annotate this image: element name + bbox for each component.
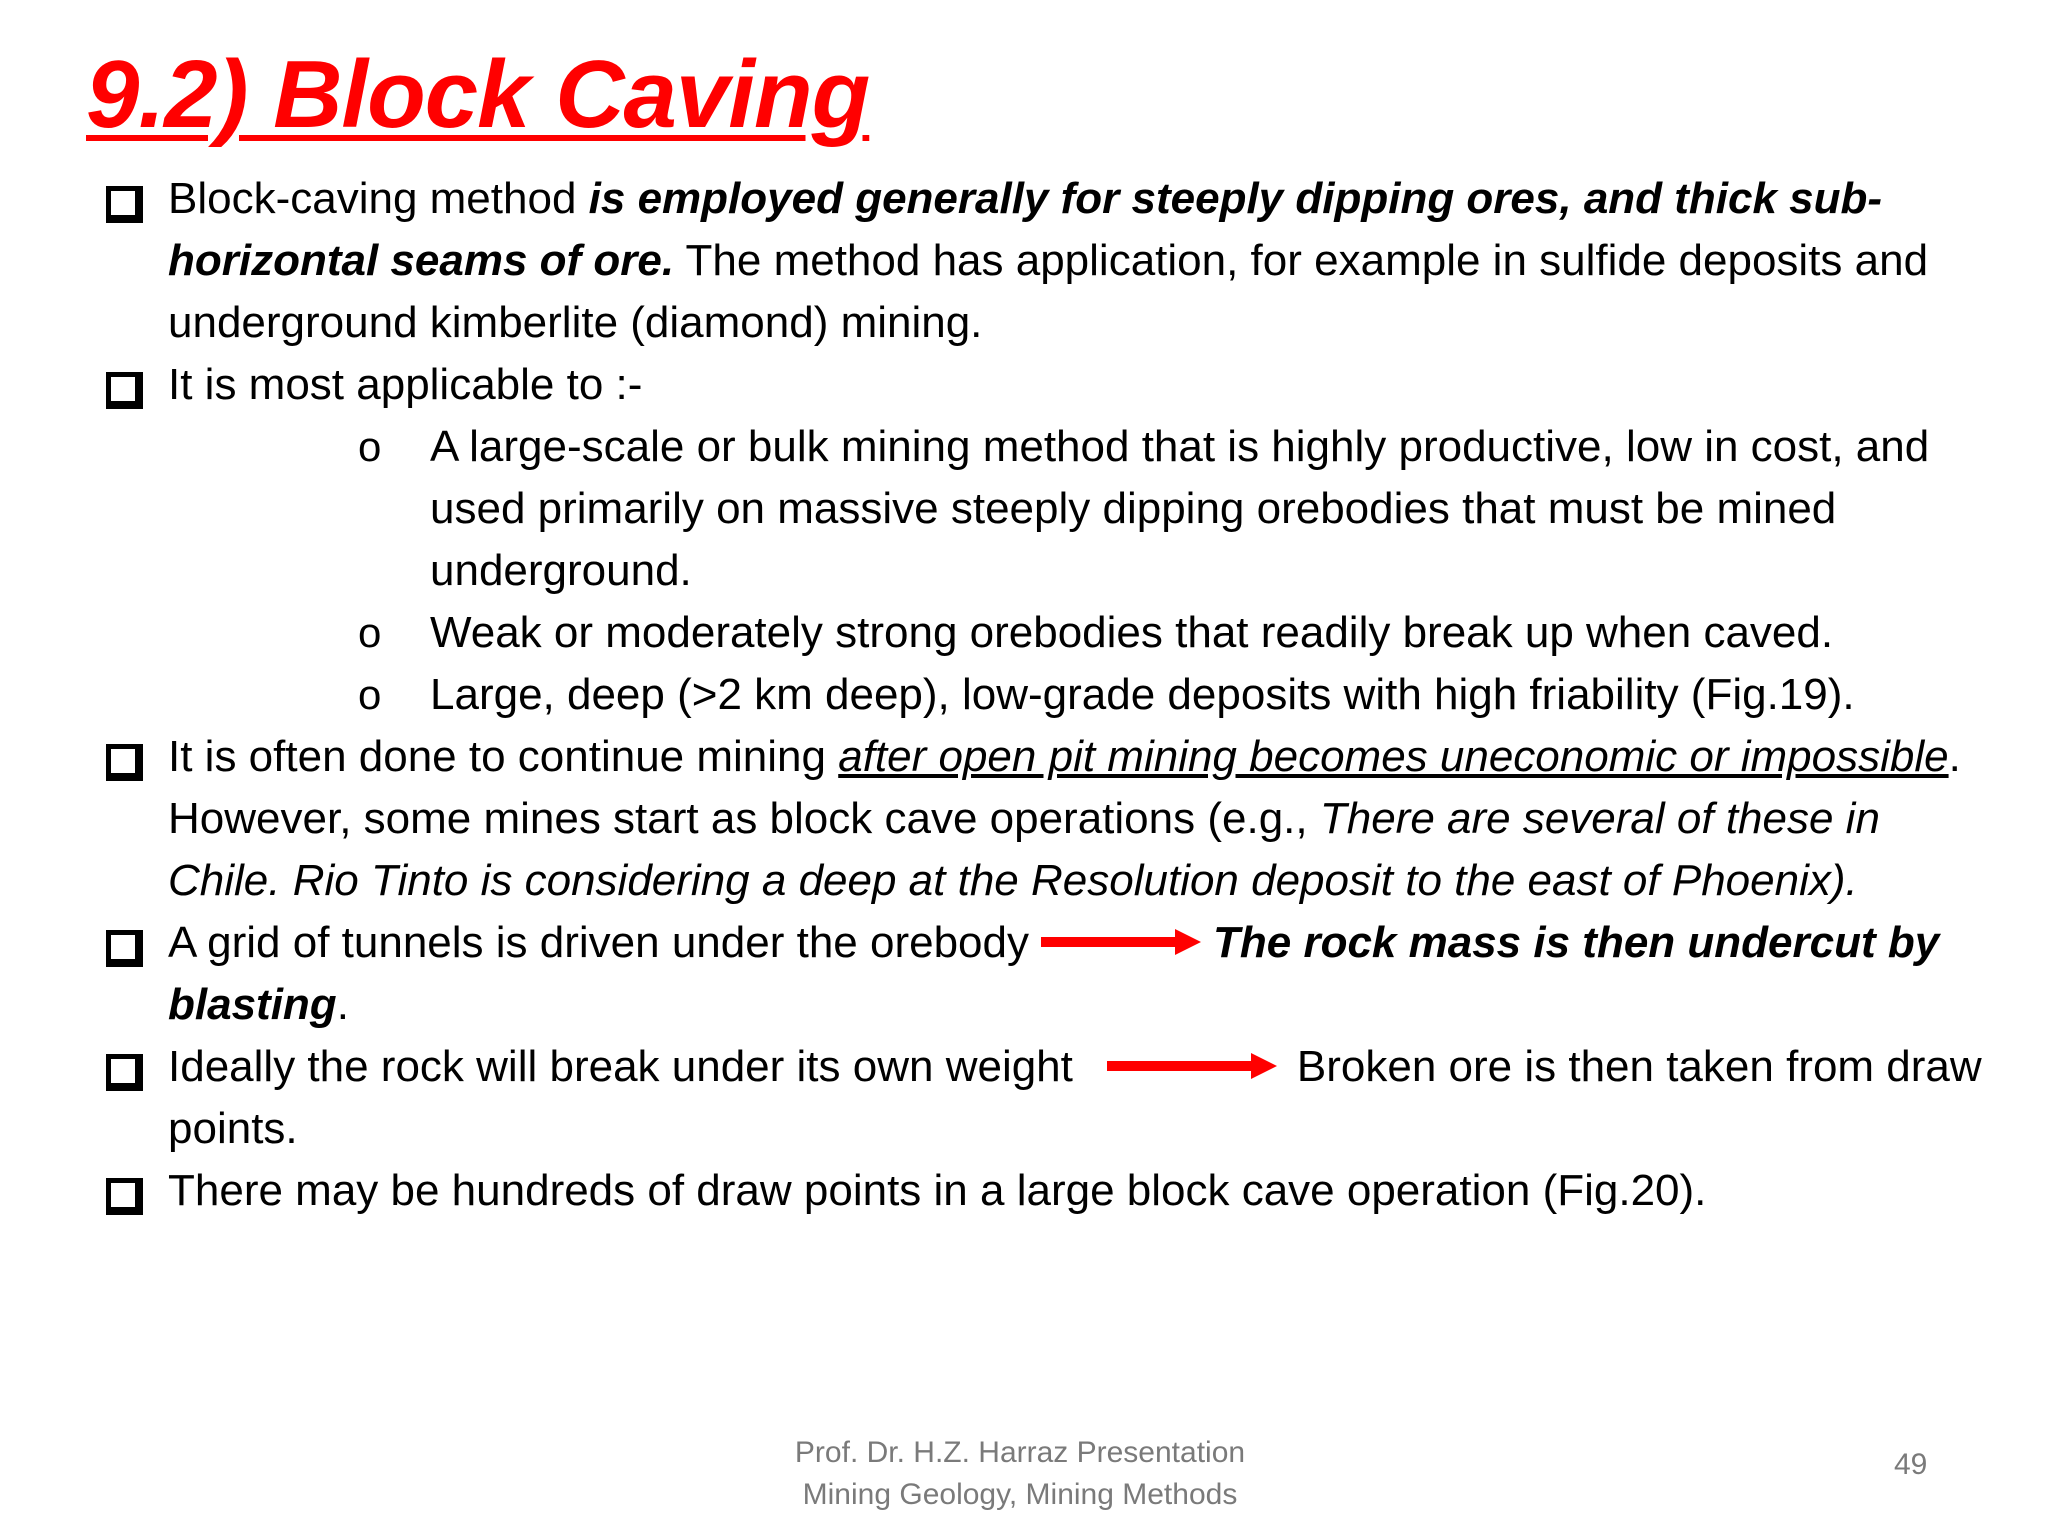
bullet-item <box>100 1036 2000 1160</box>
sub-item <box>358 416 2000 602</box>
checkbox-bullet-icon <box>106 744 143 781</box>
sub-item <box>358 664 2000 726</box>
bullet-item <box>100 354 2000 416</box>
footer-author: Prof. Dr. H.Z. Harraz Presentation <box>794 1436 1246 1469</box>
bullet-text: Broken ore is then taken from draw points. <box>168 1042 1982 1153</box>
checkbox-bullet-icon <box>106 1054 143 1091</box>
bullet-text: A grid of tunnels is driven under the orebody <box>168 918 1029 967</box>
bullet-text: Block-caving method <box>168 174 589 223</box>
bullet-text: The method has application, for example in sulfide deposits and underground kimberlite (diamond) mining. <box>168 236 1929 347</box>
bullet-list <box>100 168 2000 1222</box>
checkbox-bullet-icon <box>106 1178 143 1215</box>
bullet-text: Ideally the rock will break under its own weight <box>168 1042 1073 1091</box>
right-arrow-icon <box>1041 926 1201 958</box>
circle-bullet-icon: o <box>358 423 382 470</box>
bullet-text: . However, some mines start as block cave operations (e.g., <box>168 732 1961 843</box>
slide-title: 9.2) Block Caving <box>86 41 870 148</box>
bullet-item <box>100 1160 2000 1222</box>
sub-item <box>358 602 2000 664</box>
circle-bullet-icon: o <box>358 609 382 656</box>
bullet-emphasis: is employed generally for steeply dipping ores, and thick sub-horizontal seams of ore. <box>168 174 1883 285</box>
bullet-emphasis: The rock mass is then undercut by blasting <box>168 918 1940 1029</box>
sub-list <box>358 416 2000 726</box>
checkbox-bullet-icon <box>106 930 143 967</box>
sub-item-text: Weak or moderately strong orebodies that readily break up when caved. <box>430 608 1834 657</box>
bullet-item <box>100 168 2000 354</box>
sub-item-text: A large-scale or bulk mining method that is highly productive, low in cost, and used primarily on massive steeply dipping orebodies that must be mined underground. <box>430 422 1930 595</box>
bullet-item <box>100 912 2000 1036</box>
slide-footer <box>700 1432 1340 1516</box>
bullet-item <box>100 726 2000 912</box>
footer-course: Mining Geology, Mining Methods <box>802 1478 1238 1511</box>
bullet-text: It is most applicable to :- <box>168 360 643 409</box>
bullet-text: . <box>336 980 349 1029</box>
circle-bullet-icon: o <box>358 671 382 718</box>
bullet-text: There may be hundreds of draw points in a large block cave operation (Fig.20). <box>168 1166 1707 1215</box>
checkbox-bullet-icon <box>106 186 143 223</box>
checkbox-bullet-icon <box>106 372 143 409</box>
right-arrow-icon <box>1107 1050 1277 1082</box>
bullet-underlined-phrase: after open pit mining becomes uneconomic or impossible <box>838 732 1949 781</box>
sub-item-text: Large, deep (>2 km deep), low-grade deposits with high friability (Fig.19). <box>430 670 1855 719</box>
bullet-text: It is often done to continue mining <box>168 732 839 781</box>
page-number: 49 <box>1894 1448 1928 1481</box>
bullet-italic-example: There are several of these in Chile. Rio Tinto is considering a deep at the Resolution deposit to the east of Phoenix). <box>168 794 1880 905</box>
